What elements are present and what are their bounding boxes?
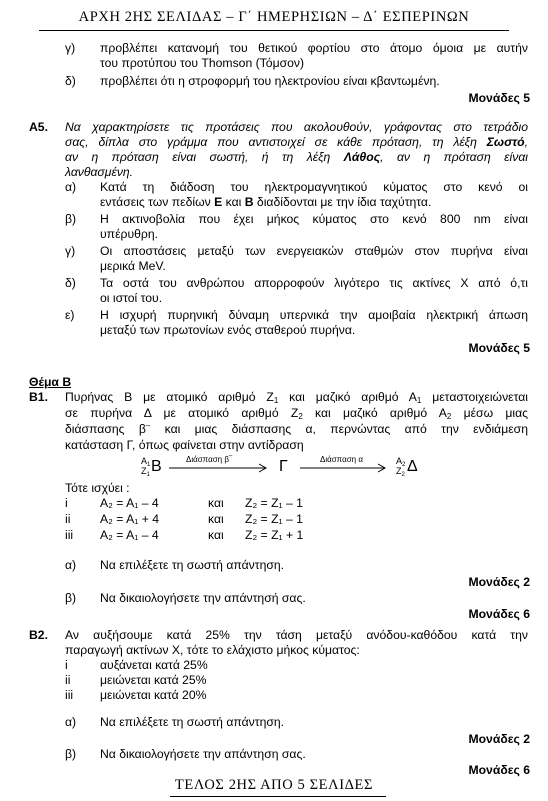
b1-option-left: A₂ = A₁ – 4 <box>100 496 159 510</box>
b1-option-left: A₂ = A₁ + 4 <box>100 512 159 526</box>
a5-intro-line4: λανθασμένη. <box>65 165 134 179</box>
b1-line1: Πυρήνας Β με ατομικό αριθμό $Z_1$ και μαζικό αριθμό $A_1$ μεταστοιχειώνεται <box>65 390 528 405</box>
reaction-a1: $A_1$ <box>141 456 151 468</box>
b1-line4: κατάσταση Γ, όπως φαίνεται στην αντίδραση <box>65 438 304 452</box>
a5-item-label: ε) <box>65 308 75 322</box>
a5-item-c-line1: Οι αποστάσεις μεταξύ των ενεργειακών σταθμών στον πυρήνα είναι <box>100 244 528 258</box>
b2-qb: Να δικαιολογήσετε την απάντηση σας. <box>100 747 306 761</box>
footer-rule <box>170 796 386 797</box>
a5-item-label: δ) <box>65 276 76 290</box>
b1-qb: Να δικαιολογήσετε την απάντησή σας. <box>100 591 306 605</box>
header-rule <box>39 30 509 31</box>
a5-intro-line1: Να χαρακτηρίσετε τις προτάσεις που ακολουθούν, γράφοντας στο τετράδιο <box>65 120 528 134</box>
b1-then: Τότε ισχύει : <box>65 481 130 495</box>
b2-label: Β2. <box>29 628 48 642</box>
a5-item-b-line2: υπέρυθρη. <box>100 227 158 241</box>
b1-qb-label: β) <box>65 591 77 605</box>
reaction-a2: $A_2$ <box>396 456 406 468</box>
a4-delta-text: προβλέπει ότι η στροφορμή του ηλεκτρονίου είναι κβαντωμένη. <box>100 74 440 88</box>
b2-option-text: αυξάνεται κατά 25% <box>100 658 208 672</box>
reaction-arrow2 <box>300 463 388 473</box>
b1-line3: διάσπασης β– και μιας διάσπασης α, περνώντας από την ενδιάμεση <box>65 421 528 436</box>
b2-marks-b: Μονάδες 6 <box>468 763 530 777</box>
b2-option-label: ii <box>65 673 71 687</box>
b1-qa: Να επιλέξετε τη σωστή απάντηση. <box>100 558 285 572</box>
a5-item-e-line1: Η ισχυρή πυρηνική δύναμη υπερνικά την αμοιβαία ηλεκτρική άπωση <box>100 308 528 322</box>
b2-qb-label: β) <box>65 747 77 761</box>
b1-marks-b: Μονάδες 6 <box>468 607 530 621</box>
b2-line2: παραγωγή ακτίνων Χ, τότε το ελάχιστο μήκος κύματος: <box>65 643 360 657</box>
b2-qa-label: α) <box>65 715 77 729</box>
b2-qa: Να επιλέξετε τη σωστή απάντηση. <box>100 715 285 729</box>
b1-option-and: και <box>208 528 224 542</box>
reaction-arrow2-label: Διάσπαση α <box>320 455 363 464</box>
a5-item-b-line1: Η ακτινοβολία που έχει μήκος κύματος στο κενό 800 nm είναι <box>100 212 528 226</box>
a5-item-label: γ) <box>65 244 76 258</box>
b1-label: Β1. <box>29 390 48 404</box>
reaction-arrow1-label: Διάσπαση β– <box>186 453 233 464</box>
b2-option-label: iii <box>65 688 74 702</box>
b2-line1: Αν αυξήσουμε κατά 25% την τάση μεταξύ ανόδου-καθόδου κατά την <box>65 628 528 642</box>
b2-option-text: μειώνεται κατά 25% <box>100 673 207 687</box>
reaction-arrow1 <box>169 463 269 473</box>
a5-label: Α5. <box>29 120 48 134</box>
a5-intro-line2: σας, δίπλα στο γράμμα που αντιστοιχεί σε κάθε πρόταση, τη λέξη Σωστό, <box>65 135 528 149</box>
page-footer: ΤΕΛΟΣ 2ΗΣ ΑΠΟ 5 ΣΕΛΙΔΕΣ <box>174 777 374 793</box>
b2-marks-a: Μονάδες 2 <box>468 732 530 746</box>
b1-option-and: και <box>208 512 224 526</box>
a5-intro-line3: αν η πρόταση είναι σωστή, ή τη λέξη Λάθος, αν η πρόταση είναι <box>65 150 528 164</box>
a4-gamma-line2: του προτύπου του Thomson (Τόμσον) <box>100 56 305 70</box>
b1-line2: σε πυρήνα Δ με ατομικό αριθμό $Z_2$ και μαζικό αριθμό $A_2$ μέσω μιας <box>65 406 528 421</box>
b1-marks-a: Μονάδες 2 <box>468 575 530 589</box>
b1-option-label: ii <box>65 512 71 526</box>
reaction-nucleus-g: Γ <box>279 458 288 475</box>
reaction-z1: $Z_1$ <box>141 466 150 478</box>
b1-option-right: Z₂ = Z₁ – 1 <box>245 512 303 526</box>
a5-item-e-line2: μεταξύ των πρωτονίων ενός σταθερού πυρήνα. <box>100 323 356 337</box>
a5-item-c-line2: μερικά MeV. <box>100 259 166 273</box>
a4-delta-label: δ) <box>65 74 76 88</box>
a5-item-d-line1: Τα οστά του ανθρώπου απορροφούν λιγότερο τις ακτίνες Χ από ό,τι <box>100 276 528 290</box>
a5-marks: Μονάδες 5 <box>468 341 530 355</box>
b1-qa-label: α) <box>65 558 77 572</box>
b1-option-and: και <box>208 496 224 510</box>
b1-option-label: i <box>65 496 68 510</box>
b2-option-label: i <box>65 658 68 672</box>
b1-option-label: iii <box>65 528 74 542</box>
a5-item-label: β) <box>65 212 77 226</box>
reaction-z2: $Z_2$ <box>396 466 405 478</box>
a5-item-d-line2: οι ιστοί του. <box>100 291 163 305</box>
reaction-nucleus-d: Δ <box>407 458 418 475</box>
a4-gamma-line1: προβλέπει κατανομή του θετικού φορτίου στο άτομο όμοια με αυτήν <box>100 41 528 55</box>
b1-option-right: Z₂ = Z₁ + 1 <box>245 528 304 542</box>
a5-item-label: α) <box>65 180 77 194</box>
page-header: ΑΡΧΗ 2ΗΣ ΣΕΛΙΔΑΣ – Γ΄ ΗΜΕΡΗΣΙΩΝ – Δ΄ ΕΣΠΕΡΙΝΩΝ <box>78 9 470 25</box>
b1-option-right: Z₂ = Z₁ – 1 <box>245 496 303 510</box>
b1-option-left: A₂ = A₁ – 4 <box>100 528 159 542</box>
a4-marks: Μονάδες 5 <box>468 91 530 105</box>
b2-option-text: μειώνεται κατά 20% <box>100 688 207 702</box>
a4-gamma-label: γ) <box>65 41 76 55</box>
a5-item-a-line1: Κατά τη διάδοση του ηλεκτρομαγνητικού κύματος στο κενό οι <box>100 180 528 194</box>
reaction-nucleus-b: Β <box>151 458 162 475</box>
a5-item-a-line2: εντάσεις των πεδίων E και B διαδίδονται με την ίδια ταχύτητα. <box>100 195 432 209</box>
theme-b-title: Θέμα Β <box>29 375 72 389</box>
